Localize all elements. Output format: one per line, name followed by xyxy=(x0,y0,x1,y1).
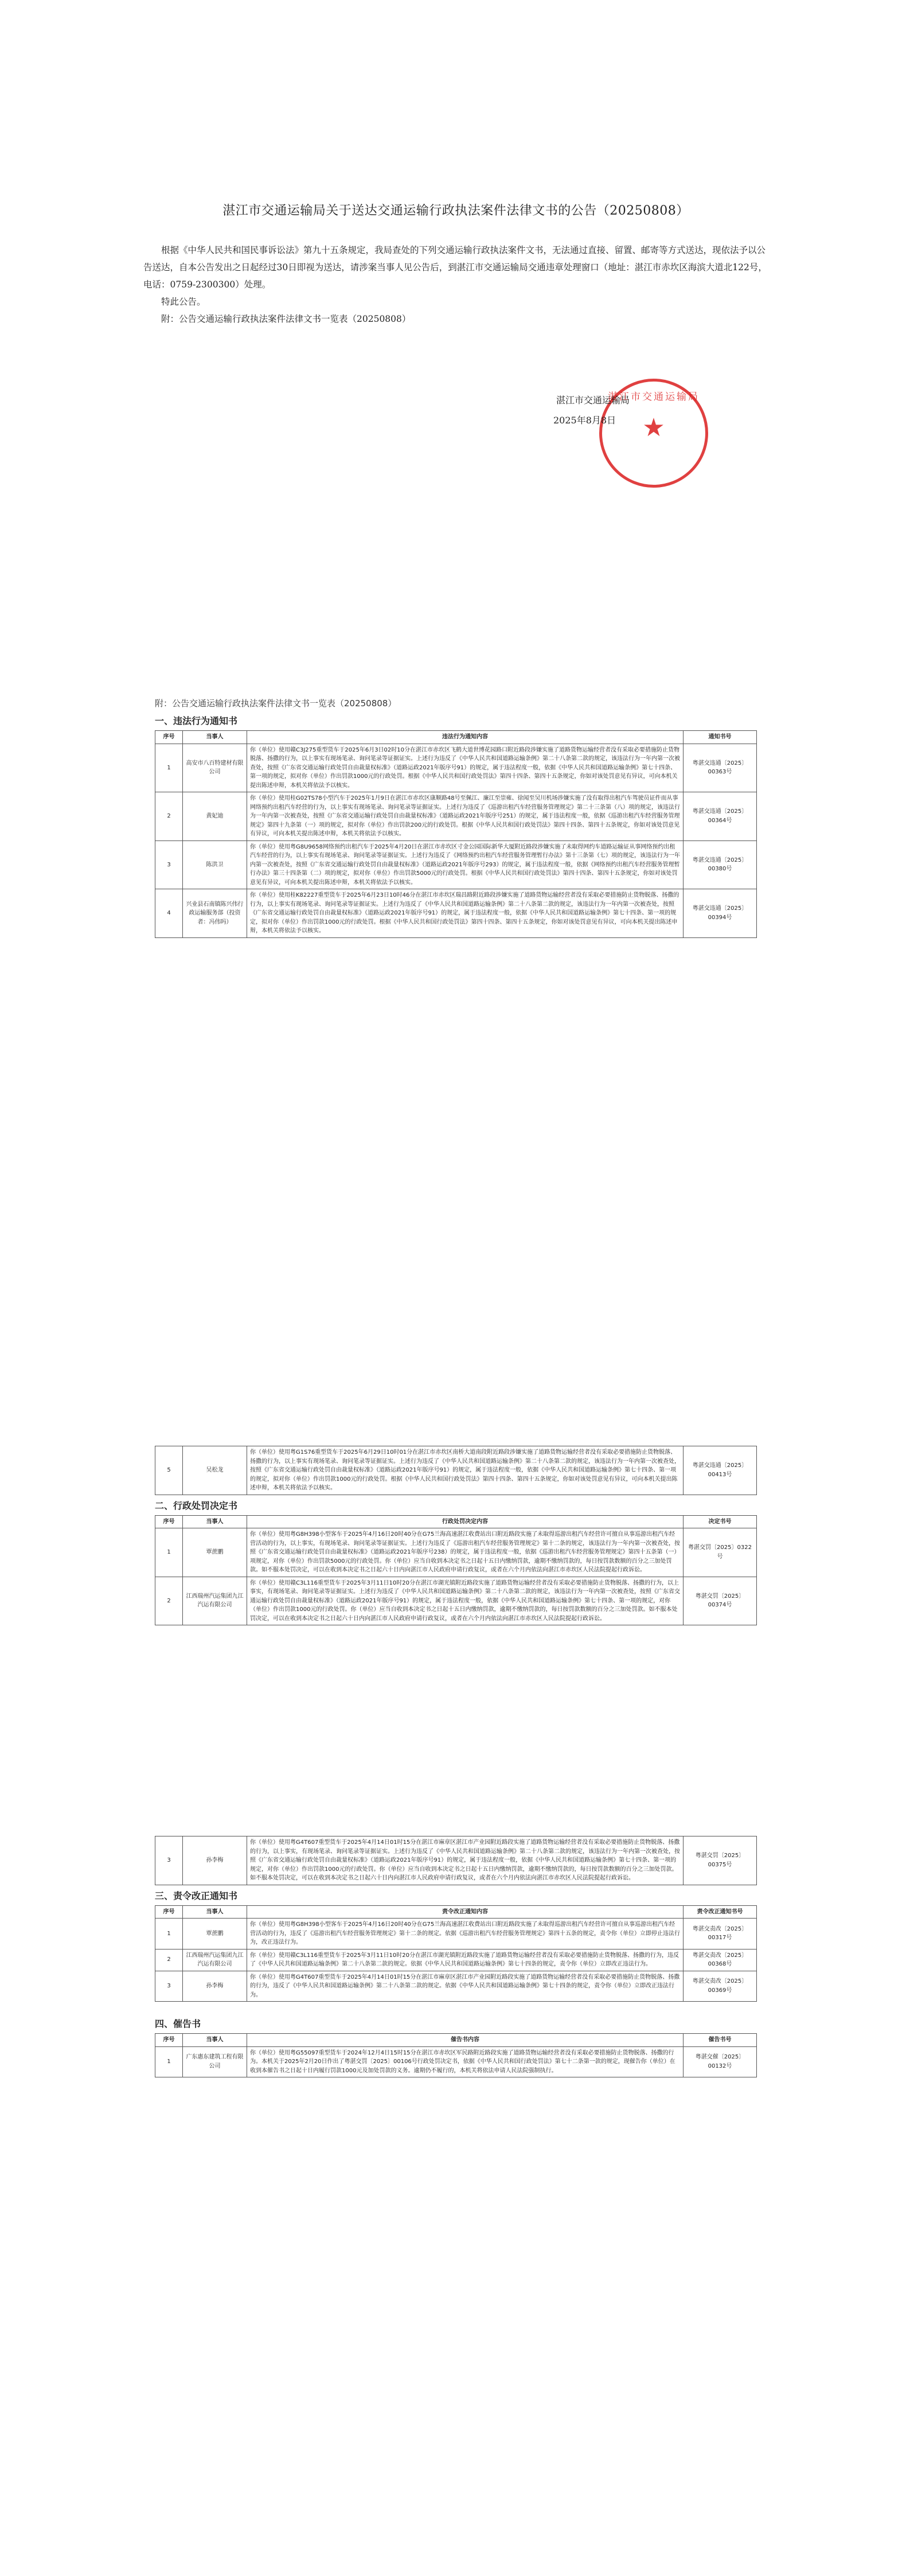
row-no: 5 xyxy=(155,1446,183,1495)
table-row xyxy=(155,1971,757,2002)
row-doc: 粤湛交责改〔2025〕00317号 xyxy=(684,1919,757,1949)
row-party: 覃蔗鹏 xyxy=(183,1528,247,1577)
table-row xyxy=(155,2046,757,2077)
header-party: 当事人 xyxy=(183,1905,247,1919)
notice-closing: 特此公告。 xyxy=(161,297,206,307)
row-no: 2 xyxy=(155,1577,183,1625)
notice xyxy=(143,201,768,328)
row-no: 1 xyxy=(155,744,183,792)
row-content: 你（单位）使用粤G8U9658网络预约出租汽车于2025年4月20日在湛江市赤坎区寸金公园国际新华大厦附近路段涉嫌实施了未取得网约车道路运输证从事网络预约出租汽车经营的行为，以上事实有现场笔录、询问笔录等证据证实。上述行为违反了《网络预约出租汽车经营服务管理暂行办法》第十三条第（七）项的规定，该违法行为一年内第一次被查处，按照《广东省交通运输行政处罚自由裁量权标准》（道路运政2021年版序号293）的规定，属于违法程度一般，依据《网络预约出租汽车经营服务管理暂行办法》第三十四条第（二）项的规定，拟对你（单位）作出罚款5000元的行政处罚。根据《中华人民共和国行政处罚法》第四十四条、第四十五条规定，你如对该处罚意见有异议，可向本机关提出陈述申辩，本机关将依法予以核实。 xyxy=(247,840,684,889)
appendix-page-3 xyxy=(155,1836,757,2077)
signature-block xyxy=(510,367,705,453)
rectify-table xyxy=(155,1905,757,2002)
row-doc: 粤湛交责改〔2025〕00369号 xyxy=(684,1971,757,2002)
row-content: 你（单位）使用赣C3L116重型货车于2025年3月11日10时20分在湛江市湖光镇附近路段实施了道路货物运输经营者没有采取必要措施防止货物脱落、扬撒的行为，以上事实，有现场笔录、询问笔录等证据证实。上述行为违反了《中华人民共和国道路运输条例》第二十八条第二款的规定，该违法行为一年内第一次被查处，按照《广东省交通运输行政处罚自由裁量权标准》（道路运政2021年版序号91）的规定，属于违法程度一般，依据《中华人民共和国道路运输条例》第七十四条、第一项的规定，对你（单位）作出罚款1000元的行政处罚。你（单位）应当自收到本决定书之日起十五日内缴纳罚款，逾期不缴纳罚款的，每日按罚款数额的百分之三加处罚款。如不服本处罚决定，可以在收到本决定书之日起六十日内向湛江市人民政府申请行政复议，或者在六个月内依法向湛江市赤坎区人民法院提起行政诉讼。 xyxy=(247,1577,684,1625)
seal-star-icon: ★ xyxy=(642,413,665,442)
header-content: 违法行为通知内容 xyxy=(247,731,684,744)
table-row xyxy=(155,1919,757,1949)
row-content: 你（单位）使用粤G4T607重型货车于2025年4月14日01时15分在湛江市麻章区湛江市产业园附近路段实施了道路货物运输经营者没有采取必要措施防止货物脱落、扬撒的行为，违反了《中华人民共和国道路运输条例》第二十八条第二款的规定。依据《中华人民共和国道路运输条例》第七十四条的规定，责令你（单位）立即改正违法行为。 xyxy=(247,1971,684,2002)
row-party: 孙李梅 xyxy=(183,1836,247,1885)
seal-text: 湛江市交通运输局 xyxy=(608,391,700,403)
header-no: 序号 xyxy=(155,2034,183,2047)
row-no: 2 xyxy=(155,1949,183,1971)
notice-paragraph: 根据《中华人民共和国民事诉讼法》第九十五条规定，我局查处的下列交通运输行政执法案件文书，无法通过直接、留置、邮寄等方式送达，现依法予以公告送达，自本公告发出之日起经过30日即视为送达，请涉案当事人见公告后，到湛江市交通运输局交通违章处理窗口（地址：湛江市赤坎区海滨大道北122号，电话：0759-2300300）处理。 xyxy=(143,245,767,290)
appendix-heading: 附：公告交通运输行政执法案件法律文书一览表（20250808） xyxy=(155,698,397,709)
header-doc: 责令改正通知书号 xyxy=(684,1905,757,1919)
header-content: 行政处罚决定内容 xyxy=(247,1515,684,1528)
row-content: 你（单位）使用赣C3L116重型货车于2025年3月11日10时20分在湛江市湖光镇附近路段实施了道路货物运输经营者没有采取必要措施防止货物脱落、扬撒的行为，违反了《中华人民共和国道路运输条例》第二十八条第二款的规定。依据《中华人民共和国道路运输条例》第七十四条的规定，责令你（单位）立即改正违法行为。 xyxy=(247,1949,684,1971)
row-party: 兴业县石南镇陈兴伟行政运输服务部（投资者：冯伟吗） xyxy=(183,889,247,938)
header-party: 当事人 xyxy=(183,731,247,744)
table-header-row xyxy=(155,731,757,744)
penalty-table xyxy=(155,1515,757,1626)
table-header-row xyxy=(155,1905,757,1919)
table-header-row xyxy=(155,1515,757,1528)
section-title-reminder: 四、催告书 xyxy=(155,2018,201,2029)
row-party: 江西瑞州汽运集团九江汽运有限公司 xyxy=(183,1949,247,1971)
row-doc: 粤湛交罚〔2025〕00374号 xyxy=(684,1577,757,1625)
table-row xyxy=(155,840,757,889)
signer-org: 湛江市交通运输局 xyxy=(556,395,630,406)
table-header-row xyxy=(155,2034,757,2047)
row-doc: 粤湛交违通〔2025〕00364号 xyxy=(684,792,757,841)
row-party: 覃蔗鹏 xyxy=(183,1919,247,1949)
row-party: 江西瑞州汽运集团九江汽运有限公司 xyxy=(183,1577,247,1625)
table-row xyxy=(155,1836,757,1885)
row-party: 孙李梅 xyxy=(183,1971,247,2002)
row-doc: 粤湛交违通〔2025〕00380号 xyxy=(684,840,757,889)
row-doc: 粤湛交责改〔2025〕00368号 xyxy=(684,1949,757,1971)
row-party: 高安市八百特建材有限公司 xyxy=(183,744,247,792)
row-no: 3 xyxy=(155,840,183,889)
section-title-violation: 一、违法行为通知书 xyxy=(155,715,238,726)
header-doc: 决定书号 xyxy=(684,1515,757,1528)
row-party: 黄妃迪 xyxy=(183,792,247,841)
header-doc: 催告书号 xyxy=(684,2034,757,2047)
appendix-page-2 xyxy=(155,1446,757,1625)
row-content: 你（单位）使用粤G8H398小型客车于2025年4月16日20时40分在G75兰海高速湛江收费站出口附近路段实施了未取得巡游出租汽车经营许可擅自从事巡游出租汽车经营活动的行为，违反了《巡游出租汽车经营服务管理规定》第十二条的规定。依据《巡游出租汽车经营服务管理规定》第四十五条的规定，责令你（单位）立即停止违法行为，改正违法行为。 xyxy=(247,1919,684,1949)
table-row xyxy=(155,792,757,841)
table-row xyxy=(155,744,757,792)
notice-attachment: 附：公告交通运输行政执法案件法律文书一览表（20250808） xyxy=(161,314,411,324)
section-title-penalty: 二、行政处罚决定书 xyxy=(155,1500,238,1511)
row-content: 你（单位）使用粤G4T607重型货车于2025年4月14日01时15分在湛江市麻章区湛江市产业园附近路段实施了道路货物运输经营者没有采取必要措施防止货物脱落、扬撒的行为，以上事实，有现场笔录、询问笔录等证据证实。上述行为违反了《中华人民共和国道路运输条例》第二十八条第二款的规定，该违法行为一年内第一次被查处，按照《广东省交通运输行政处罚自由裁量权标准》（道路运政2021年版序号91）的规定，属于违法程度一般，依据《中华人民共和国道路运输条例》第七十四条、第一项的规定，对你（单位）作出罚款1000元的行政处罚。你（单位）应当自收到本决定书之日起十五日内缴纳罚款，逾期不缴纳罚款的，每日按罚款数额的百分之三加处罚款。如不服本处罚决定，可以在收到本决定书之日起六十日内向湛江市人民政府申请行政复议，或者在六个月内依法向湛江市赤坎区人民法院提起行政诉讼。 xyxy=(247,1836,684,1885)
row-party: 广东惠东建筑工程有限公司 xyxy=(183,2046,247,2077)
header-no: 序号 xyxy=(155,1905,183,1919)
notice-title: 湛江市交通运输局关于送达交通运输行政执法案件法律文书的公告（20250808） xyxy=(222,204,689,218)
row-no: 2 xyxy=(155,792,183,841)
row-no: 3 xyxy=(155,1971,183,2002)
header-content: 催告书内容 xyxy=(247,2034,684,2047)
row-content: 你（单位）使用粤G55097重型货车于2024年12月4日15时15分在湛江市赤坎区军民路附近路段实施了道路货物运输经营者没有采取必要措施防止货物脱落、扬撒的行为。本机关于2025年2月20日作出了粤湛交罚〔2025〕00106号行政处罚决定书，依据《中华人民共和国行政处罚法》第七十二条第一款的规定，现催告你（单位）在收到本催告书之日起十日内履行罚款1000元及加处罚款的义务。逾期仍不履行的，本机关将依法申请人民法院强制执行。 xyxy=(247,2046,684,2077)
sign-date: 2025年8月8日 xyxy=(553,415,616,426)
row-doc: 粤湛交违通〔2025〕00413号 xyxy=(684,1446,757,1495)
violation-table-continued xyxy=(155,1446,757,1495)
table-row xyxy=(155,1528,757,1577)
table-row xyxy=(155,1577,757,1625)
reminder-table xyxy=(155,2033,757,2077)
section-title-rectify: 三、责令改正通知书 xyxy=(155,1890,238,1901)
row-party: 吴松龙 xyxy=(183,1446,247,1495)
row-content: 你（单位）使用桂K82227重型货车于2025年6月23日10时46分在湛江市赤坎区瑞昌路附近路段涉嫌实施了道路货物运输经营者没有采取必要措施防止货物脱落、扬撒的行为，以上事实有现场笔录、询问笔录等证据证实。上述行为违反了《中华人民共和国道路运输条例》第二十八条第二款的规定，该违法行为一年内第一次被查处，按照《广东省交通运输行政处罚自由裁量权标准》（道路运政2021年版序号91）的规定，属于违法程度一般，依据《中华人民共和国道路运输条例》第七十四条、第一项的规定，拟对你（单位）作出罚款1000元的行政处罚。根据《中华人民共和国行政处罚法》第四十四条、第四十五条规定，你如对该处罚意见有异议，可向本机关提出陈述申辩，本机关将依法予以核实。 xyxy=(247,889,684,938)
row-doc: 粤湛交违通〔2025〕00394号 xyxy=(684,889,757,938)
header-no: 序号 xyxy=(155,1515,183,1528)
header-doc: 通知书号 xyxy=(684,731,757,744)
row-no: 4 xyxy=(155,889,183,938)
table-row xyxy=(155,889,757,938)
header-content: 责令改正通知内容 xyxy=(247,1905,684,1919)
row-doc: 粤湛交罚〔2025〕00375号 xyxy=(684,1836,757,1885)
header-party: 当事人 xyxy=(183,2034,247,2047)
row-content: 你（单位）使用赣C3J275重型货车于2025年6月3日02时10分在湛江市赤坎区飞鹤大道世博花园路口附近路段涉嫌实施了道路货物运输经营者没有采取必要措施防止货物脱落、扬撒的行为，以上事实有现场笔录、询问笔录等证据证实。上述行为违反了《中华人民共和国道路运输条例》第二十八条第二款的规定，该违法行为一年内第一次被查处，按照《广东省交通运输行政处罚自由裁量权标准》（道路运政2021年版序号91）的规定，属于违法程度一般，依据《中华人民共和国道路运输条例》第七十四条、第一项的规定，拟对你（单位）作出罚款1000元的行政处罚。根据《中华人民共和国行政处罚法》第四十四条、第四十五条规定，你如对该处罚意见有异议，可向本机关提出陈述申辩，本机关将依法予以核实。 xyxy=(247,744,684,792)
violation-table xyxy=(155,730,757,938)
header-no: 序号 xyxy=(155,731,183,744)
row-party: 陈洪卫 xyxy=(183,840,247,889)
row-no: 1 xyxy=(155,2046,183,2077)
row-no: 3 xyxy=(155,1836,183,1885)
table-row xyxy=(155,1949,757,1971)
row-no: 1 xyxy=(155,1919,183,1949)
row-content: 你（单位）使用粤G8H398小型客车于2025年4月16日20时40分在G75兰海高速湛江收费站出口附近路段实施了未取得巡游出租汽车经营许可擅自从事巡游出租汽车经营活动的行为，以上事实，有现场笔录、询问笔录等证据证实。上述行为违反了《巡游出租汽车经营服务管理规定》第十二条的规定，该违法行为一年内第一次被查处，按照《广东省交通运输行政处罚自由裁量权标准》（道路运政2021年版序号238）的规定，属于违法程度一般，依据《巡游出租汽车经营服务管理规定》第四十五条第（一）项规定，对你（单位）作出罚款5000元的行政处罚。你（单位）应当自收到本决定书之日起十五日内缴纳罚款，逾期不缴纳罚款的，每日按罚款数额的百分之三加处罚款。如不服本处罚决定，可以在收到本决定书之日起六十日内向湛江市人民政府申请行政复议，或者在六个月内依法向湛江市赤坎区人民法院提起行政诉讼。 xyxy=(247,1528,684,1577)
penalty-table-continued xyxy=(155,1836,757,1885)
table-row xyxy=(155,1446,757,1495)
row-content: 你（单位）使用桂G02TS78小型汽车于2025年1月9日在湛江市赤坎区康顺路48号至佩江、廉江至崇雍、徐闻至吴川机场涉嫌实施了没有取得出租汽车驾驶员证件而从事网络预约出租汽车经营的行为，以上事实有现场笔录、询问笔录等证据证实。上述行为违反了《巡游出租汽车经营服务管理规定》第二十三条第（八）项的规定，该违法行为一年内第一次被查处，按照《广东省交通运输行政处罚自由裁量权标准》（道路运政2021年版序号251）的规定，属于违法程度一般，依据《巡游出租汽车经营服务管理规定》第四十九条第（一）项的规定，拟对你（单位）作出罚款200元的行政处罚。根据《中华人民共和国行政处罚法》第四十四条、第四十五条规定，你如对该处罚意见有异议，可向本机关提出陈述申辩，本机关将依法予以核实。 xyxy=(247,792,684,841)
row-no: 1 xyxy=(155,1528,183,1577)
row-doc: 粤湛交催〔2025〕00132号 xyxy=(684,2046,757,2077)
header-party: 当事人 xyxy=(183,1515,247,1528)
row-content: 你（单位）使用粤G1S76重型货车于2025年6月29日10时01分在湛江市赤坎区南桥大道南段附近路段涉嫌实施了道路货物运输经营者没有采取必要措施防止货物脱落、扬撒的行为，以上事实有现场笔录、询问笔录等证据证实。上述行为违反了《中华人民共和国道路运输条例》第二十八条第二款的规定，该违法行为一年内第一次被查处，按照《广东省交通运输行政处罚自由裁量权标准》（道路运政2021年版序号91）的规定，属于违法程度一般，依据《中华人民共和国道路运输条例》第七十四条、第一项的规定，拟对你（单位）作出罚款1000元的行政处罚。根据《中华人民共和国行政处罚法》第四十四条、第四十五条规定，你如对该处罚意见有异议，可向本机关提出陈述申辩，本机关将依法予以核实。 xyxy=(247,1446,684,1495)
appendix-page-1 xyxy=(155,697,757,938)
row-doc: 粤湛交罚〔2025〕0322号 xyxy=(684,1528,757,1577)
row-doc: 粤湛交违通〔2025〕00363号 xyxy=(684,744,757,792)
